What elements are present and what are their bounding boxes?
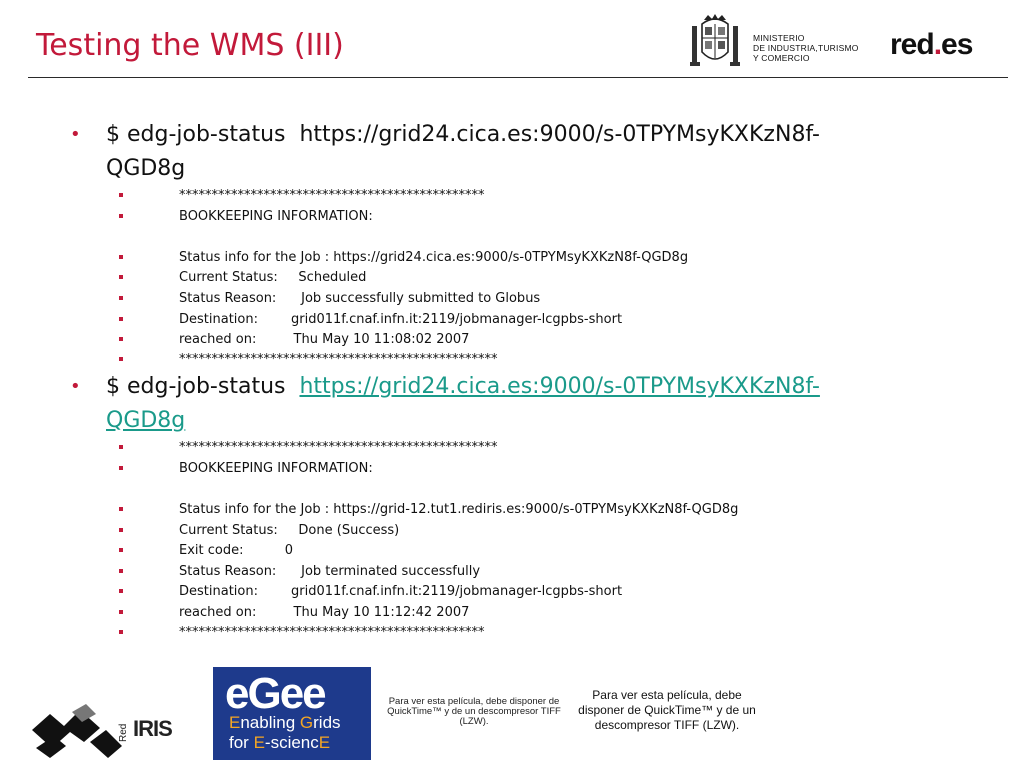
ministry-line: DE INDUSTRIA,TURISMO [753, 43, 859, 53]
square-bullet-icon [119, 275, 123, 279]
output-line: Destination: grid011f.cnaf.infn.it:2119/jobmanager-lcgpbs-short [179, 582, 622, 602]
egee-tagline-2: for E-sciencE [229, 733, 331, 752]
output-line: Status info for the Job : https://grid-12.tut1.rediris.es:9000/s-0TPYMsyKXKzN8f-QGD8g [179, 500, 738, 520]
rediris-red-label: Red [118, 723, 129, 742]
spain-coat-of-arms-icon [688, 12, 742, 70]
square-bullet-icon [119, 610, 123, 614]
ministry-line: MINISTERIO [753, 33, 805, 43]
square-bullet-icon [119, 255, 123, 259]
output-line: *********************************************** [179, 186, 485, 206]
output-line: Status Reason: Job terminated successfully [179, 562, 480, 582]
output-line: reached on: Thu May 10 11:08:02 2007 [179, 330, 469, 350]
egee-logo [213, 667, 371, 760]
output-line: Destination: grid011f.cnaf.infn.it:2119/jobmanager-lcgpbs-short [179, 310, 622, 330]
output-line: ************************************************* [179, 438, 498, 458]
square-bullet-icon [119, 569, 123, 573]
quicktime-placeholder-small: Para ver esta película, debe disponer de QuickTime™ y de un descompresor TIFF (LZW). [387, 696, 561, 727]
slide-title: Testing the WMS (III) [36, 28, 344, 63]
output-line: *********************************************** [179, 623, 485, 643]
square-bullet-icon [119, 357, 123, 361]
square-bullet-icon [119, 445, 123, 449]
bullet-dot-icon: • [70, 376, 81, 397]
redes-logo-dot: . [933, 28, 942, 61]
command-target-link[interactable]: https://grid24.cica.es:9000/s-0TPYMsyKXKzN8f-QGD8g [106, 374, 820, 433]
redes-logo-right: es [941, 28, 973, 61]
square-bullet-icon [119, 589, 123, 593]
output-line: Current Status: Scheduled [179, 268, 366, 288]
square-bullet-icon [119, 630, 123, 634]
output-line: ************************************************* [179, 350, 498, 370]
square-bullet-icon [119, 507, 123, 511]
egee-tagline-1: Enabling Grids [229, 713, 341, 732]
redes-logo-left: red [890, 28, 934, 61]
egee-wordmark: eGee [225, 669, 325, 718]
square-bullet-icon [119, 193, 123, 197]
output-line: Exit code: 0 [179, 541, 293, 561]
command-prefix: $ edg-job-status [106, 122, 300, 147]
command-bullet [70, 370, 826, 438]
redes-logo [890, 28, 972, 62]
bullet-dot-icon: • [70, 124, 81, 145]
square-bullet-icon [119, 548, 123, 552]
output-line: Status Reason: Job successfully submitted to Globus [179, 289, 540, 309]
output-line: Status info for the Job : https://grid24.cica.es:9000/s-0TPYMsyKXKzN8f-QGD8g [179, 248, 688, 268]
output-line: reached on: Thu May 10 11:12:42 2007 [179, 603, 469, 623]
square-bullet-icon [119, 296, 123, 300]
square-bullet-icon [119, 466, 123, 470]
ministry-line: Y COMERCIO [753, 53, 810, 63]
ministry-label [753, 33, 859, 63]
square-bullet-icon [119, 337, 123, 341]
output-line: BOOKKEEPING INFORMATION: [179, 459, 373, 479]
quicktime-placeholder-large: Para ver esta película, debe disponer de QuickTime™ y de un descompresor TIFF (LZW). [578, 688, 756, 732]
square-bullet-icon [119, 214, 123, 218]
rediris-iris-label: IRIS [133, 716, 172, 741]
title-divider [28, 77, 1008, 78]
output-line: Current Status: Done (Success) [179, 521, 399, 541]
square-bullet-icon [119, 528, 123, 532]
output-line: BOOKKEEPING INFORMATION: [179, 207, 373, 227]
command-prefix: $ edg-job-status [106, 374, 300, 399]
command-target: https://grid24.cica.es:9000/s-0TPYMsyKXKzN8f-QGD8g [106, 122, 820, 181]
square-bullet-icon [119, 317, 123, 321]
command-bullet [70, 118, 826, 186]
